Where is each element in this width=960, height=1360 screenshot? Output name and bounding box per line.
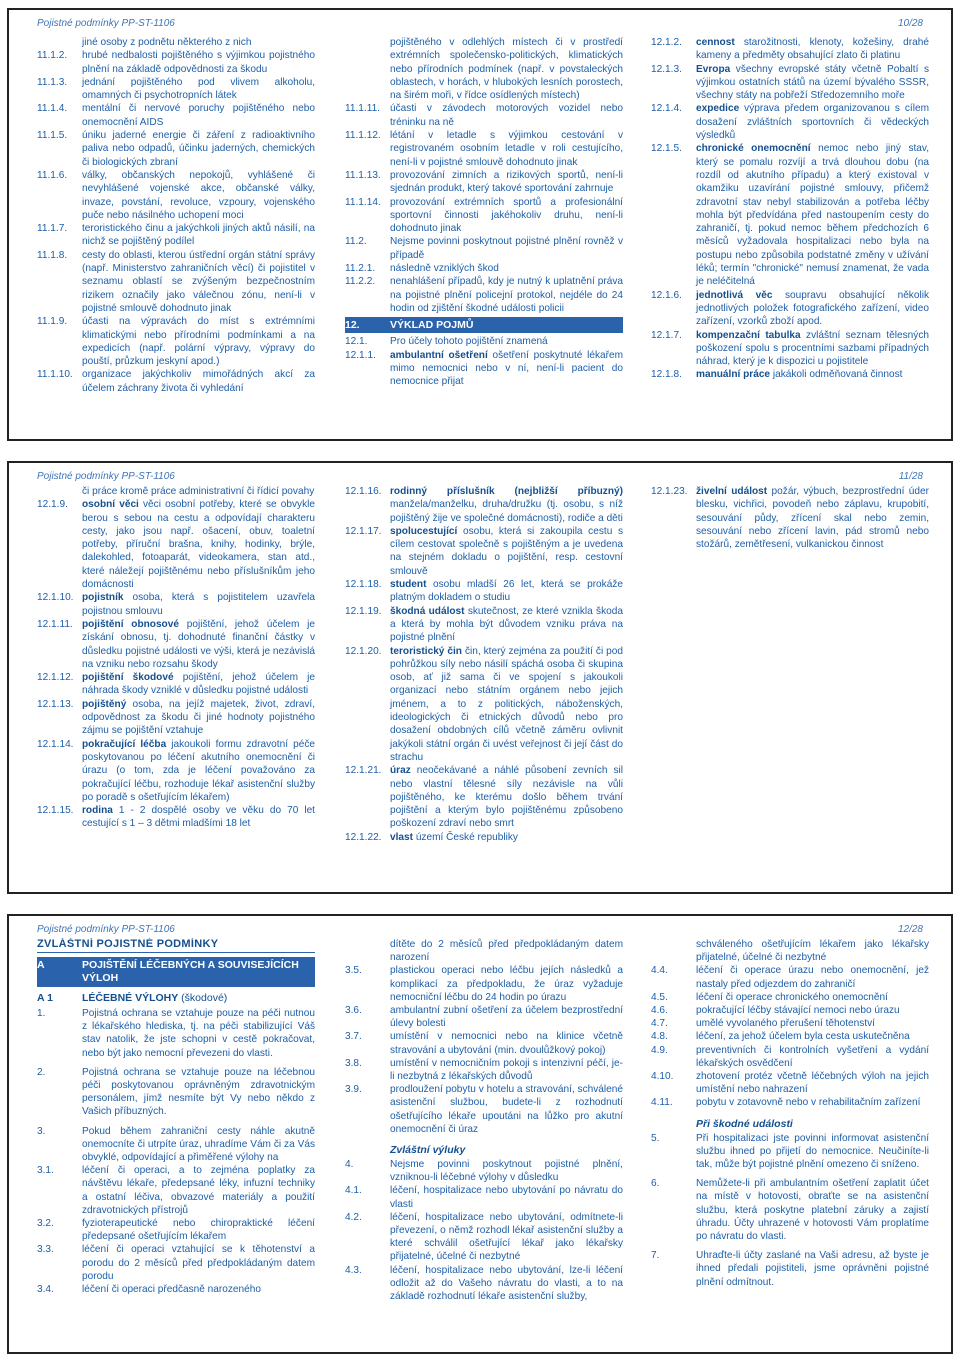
column-3 xyxy=(651,485,929,886)
defined-term: chronické onemocnění xyxy=(696,143,811,155)
defined-term: spolucestující xyxy=(390,525,458,537)
column-2 xyxy=(345,938,623,1346)
clause-text: zhotovení protéz včetně léčebných výloh na jejich umístění nebo nahrazení xyxy=(696,1071,929,1096)
clause-text: léčení či operaci, a to zejména poplatky za návštěvu lékaře, předepsané léky, infuzní techniky a ostatní léčiva, obvazové materiály a použití zdravotnických přístrojů xyxy=(82,1165,315,1216)
clause xyxy=(651,102,929,142)
clause-text: požár, výbuch, bezprostřední úder blesku, vichřici, povodeň nebo záplavu, krupobití, sesouvání půdy, zřícení skal nebo zemin, sesouvání nebo zřícení lavin, pád stromů nebo stožárů, zemětřesení, vulkanickou činnost xyxy=(696,486,929,551)
page-12 xyxy=(7,914,953,1354)
clause xyxy=(651,1030,929,1043)
clause-text: Uhraďte-li účty zaslané na Vaši adresu, až byste je ihned předali pojistiteli, jsme oprávněni pojistné plnění odmítnout. xyxy=(696,1250,929,1288)
defined-term: škodná událost xyxy=(390,605,465,617)
clause-number: 11.2.1. xyxy=(345,263,376,275)
defined-term: pojistník xyxy=(82,592,124,604)
claim-event-subheading: Při škodné události xyxy=(696,1117,793,1130)
defined-term: pojištění škodové xyxy=(82,672,174,684)
column-2 xyxy=(345,36,623,433)
clause-number: 2. xyxy=(37,1066,46,1078)
clause-number: 12.1.6. xyxy=(651,289,682,301)
subsection-a1-heading xyxy=(37,992,315,1005)
clause-text: území České republiky xyxy=(413,831,518,843)
clause-text: všechny evropské státy včetně Pobaltí s výjimkou ostatních států na území bývalého SSSR, všechny státy na pobřeží Středozemního moře xyxy=(696,63,929,102)
clause-number: 5. xyxy=(651,1132,660,1144)
clause-text: umístění v nemocnici nebo na klinice včetně stravování a ubytování (min. dvoulůžkový pokoj) xyxy=(390,1031,623,1056)
clause xyxy=(651,1017,929,1030)
clause-text: manžela/manželku, druha/družku (tj. osobu, s níž pojištěný žije ve společné domácnosti), rodiče a děti xyxy=(390,499,623,524)
clause-text: ambulantní zubní ošetření za účelem bezprostřední úlevy bolesti xyxy=(390,1005,623,1030)
clause-number: 12.1.18. xyxy=(345,579,382,591)
clause-number: 12.1.7. xyxy=(651,329,682,341)
clause-text: léčení, za jehož účelem byla cesta uskutečněna xyxy=(696,1031,910,1043)
clause xyxy=(345,938,623,964)
clause xyxy=(651,1132,929,1172)
defined-term: manuální práce xyxy=(696,369,771,381)
clause-text: úniku jaderné energie či záření z radioaktivního paliva nebo odpadů, účinku jaderných, chemických či biologických zbraní xyxy=(82,130,315,168)
clause-text: plastickou operaci nebo léčbu jejích následků a komplikací za předpokladu, že úraz vyžaduje nemocniční léčbu do 24 hodin po úrazu xyxy=(390,965,623,1003)
doc-title: Pojistné podmínky PP-ST-1106 xyxy=(37,18,175,29)
clause xyxy=(345,275,623,315)
clause xyxy=(345,645,623,765)
clause-number: 3.8. xyxy=(345,1057,362,1069)
clause xyxy=(37,485,315,498)
clause xyxy=(345,1083,623,1136)
page-10 xyxy=(7,8,953,441)
clause-text: létání v letadle s výjimkou cestování v registrovaném osobním letadle v roli cestujícího, není-li v pojistné smlouvě dohodnuto jinak xyxy=(390,130,623,168)
clause-text: Nejsme povinni poskytnout pojistné plnění, vzniknou-li léčebné výlohy v důsledku xyxy=(390,1159,623,1184)
clause-text: schváleného ošetřujícím lékařem jako lékařsky přijatelné, účelné či nezbytné xyxy=(696,939,929,964)
clause-number: 7. xyxy=(651,1250,660,1262)
doc-title: Pojistné podmínky PP-ST-1106 xyxy=(37,924,175,935)
clause xyxy=(651,329,929,369)
section-number: 12. xyxy=(345,319,360,332)
clause xyxy=(345,1211,623,1264)
clause-number: 12.1.5. xyxy=(651,143,682,155)
clause xyxy=(37,315,315,368)
clause-number: 12.1.11. xyxy=(37,618,73,630)
clause-text: hrubé nedbalosti pojištěného s výjimkou pojistného plnění na základě odpovědnosti za škodu xyxy=(82,50,315,75)
clause-text: 1 - 2 dospělé osoby ve věku do 70 let cestující s 1 – 3 dětmi mladšími 18 let xyxy=(82,805,315,830)
defined-term: teroristický čin xyxy=(390,645,462,657)
clause-text: nemoc nebo jiný stav, který se pomalu rozvíjí a trvá dlouhou dobu (na rozdíl od akutního případu) a který existoval v okamžiku uzavírání pojistné smlouvy, přičemž zdravotní stav nebyl stabilizován a potřeba léčby mohla být předvídána před nastoupením cesty do zahraničí, tj. pokud nemoc během předchozích 6 měsíců vyžadovala hospitalizaci nebo byla na postupu nebo způsobila podstatné změny v užívání léků; termín "chronické" nemusí znamenat, že vada je neléčitelná xyxy=(696,143,929,288)
clause xyxy=(37,1164,315,1217)
clause-text: provozování extrémních sportů a profesionální sportovní činnosti jakéhokoliv druhu, není-li dohodnuto jinak xyxy=(390,196,623,235)
clause-text: léčení, hospitalizace nebo ubytování, odmítnete-li převezení, o němž rozhodl lékař asistenční služby a které schválil ošetřující lékař jako lékařsky přijatelné, účelné či nezbytné xyxy=(390,1211,623,1263)
clause-text: Pro účely tohoto pojištění znamená xyxy=(390,336,548,348)
clause xyxy=(651,289,929,329)
clause xyxy=(37,222,315,249)
clause-text: preventivních či kontrolních vyšetření a vydání lékařských osvědčení xyxy=(696,1044,929,1069)
section-title: VÝKLAD POJMŮ xyxy=(390,319,474,332)
clause xyxy=(345,335,623,348)
defined-term: úraz xyxy=(390,765,411,777)
subsection-number: A 1 xyxy=(37,992,53,1004)
clause-number: 11.1.11. xyxy=(345,103,380,115)
clause-text: výprava předem organizovanou s cílem dosažení zvláštních sportovních či vědeckých výsledků xyxy=(696,103,929,142)
clause xyxy=(37,1283,315,1296)
clause-number: 11.1.7. xyxy=(37,223,68,235)
clause-number: 12.1.22. xyxy=(345,831,382,843)
clause-text: účasti v závodech motorových vozidel nebo tréninku na ně xyxy=(390,103,623,128)
clause-number: 11.2.2. xyxy=(345,276,376,288)
clause xyxy=(345,235,623,262)
clause xyxy=(37,1217,315,1243)
clause xyxy=(345,129,623,169)
clause-text: umístění v nemocničním pokoji s intenzivní péčí, je-li nezbytná z lékařských důvodů xyxy=(390,1057,623,1083)
clause-number: 12.1.19. xyxy=(345,605,382,617)
section-12-heading xyxy=(345,317,623,333)
special-exclusions-subheading: Zvláštní výluky xyxy=(390,1144,466,1157)
clause-text: cesty do oblasti, kterou ústřední orgán státní správy (např. Ministerstvo zahraničních věcí) či pojistitel v seznamu oblastí se zvýšeným bezpečnostním rizikem označily jako válečnou zónu, není-li v pojistné smlouvě dohodnuto jinak xyxy=(82,249,315,314)
clause xyxy=(651,1177,929,1243)
clause-number: 11.1.4. xyxy=(37,103,68,115)
clause-number: 3.2. xyxy=(37,1218,54,1230)
clause-number: 3.6. xyxy=(345,1005,362,1017)
clause-text: čin, který zejména za použití či pod pohrůžkou síly nebo násilí spáchá osoba či skupina osob, ať již sama či ve spojení s jakoukoli organizací nebo státním orgánem nebo jejich jménem, a to z politických, náboženských, ideologických či etnických důvodů nebo pro dosažení obdobných cílů včetně záměru ovlivnit jakýkoli státní orgán či uvést veřejnost či její část do strachu xyxy=(390,645,623,763)
defined-term: Evropa xyxy=(696,63,731,75)
defined-term: pokračující léčba xyxy=(82,738,167,750)
clause-number: 12.1.8. xyxy=(651,369,682,381)
clause-text: jiné osoby z podnětu některého z nich xyxy=(82,37,252,48)
clause-text: léčení či operace chronického onemocnění xyxy=(696,991,888,1003)
clause-number: 4.8. xyxy=(651,1031,668,1043)
clause xyxy=(651,36,929,63)
running-head xyxy=(37,18,923,32)
defined-term: jednotlivá věc xyxy=(696,289,773,301)
clause xyxy=(345,1158,623,1184)
clause-text: dítěte do 2 měsíců před předpokládaným datem narození xyxy=(390,939,623,964)
clause-number: 4.5. xyxy=(651,991,668,1003)
clause-text: léčení, hospitalizace nebo ubytování po návratu do vlasti xyxy=(390,1185,623,1210)
clause xyxy=(37,1125,315,1165)
clause xyxy=(345,605,623,645)
clause-number: 11.1.3. xyxy=(37,76,68,88)
clause xyxy=(651,1249,929,1289)
clause-text: věci osobní potřeby, které se obvykle berou s sebou na cestu a odpovídají charakteru cesty, jako jsou např. ošacení, obuv, toaletní potřeby, příruční brašna, knihy, hodinky, brýle, dalekohled, fotoaparát, videokamera, stan atd., které náležejí pojištěnému nebo příslušníkům jeho domácnosti xyxy=(82,499,315,591)
section-title: POJIŠTĚNÍ LÉČEBNÝCH A SOUVISEJÍCÍCH VÝLOH xyxy=(82,959,299,984)
clause-text: nenahlášení případů, kdy je nutný k uplatnění práva na pojistné plnění policejní protokol, nejdéle do 24 hodin od zjištění škodné události policii xyxy=(390,276,623,314)
clause-number: 12.1.9. xyxy=(37,499,68,511)
clause-number: 4.2. xyxy=(345,1211,362,1223)
column-3 xyxy=(651,938,929,1346)
clause-number: 12.1.23. xyxy=(651,486,688,497)
clause-text: starožitnosti, klenoty, kožešiny, drahé kameny a předměty obsahující zlato či platinu xyxy=(696,37,929,62)
clause-number: 4.4. xyxy=(651,965,668,977)
clause-text: účasti na výpravách do míst s extrémními klimatickými nebo přírodními podmínkami a na expedicích (např. polární výpravy, výpravy do pouští, průzkum jeskyní apod.) xyxy=(82,316,315,368)
clause-number: 12.1.4. xyxy=(651,103,682,115)
clause-text: osobu, která si zakoupila cestu s cílem cestovat společně s pojištěným a je uvedena na stejném dokladu o pojištění, resp. cestovní smlouvě xyxy=(390,525,623,577)
clause-number: 11.2. xyxy=(345,236,367,248)
clause-text: zvláštní seznam tělesných poškození spolu s procentními sazbami případných náhrad, který je k dispozici u pojistitele xyxy=(696,329,929,368)
defined-term: cennost xyxy=(696,37,735,48)
clause xyxy=(37,618,315,671)
clause-number: 3.1. xyxy=(37,1165,54,1177)
clause-text: léčení či operaci vztahující se k těhotenství a porodu do 2 měsíců před předpokládaným datem porodu xyxy=(82,1244,315,1282)
clause xyxy=(37,36,315,49)
clause xyxy=(345,262,623,275)
clause-number: 11.1.9. xyxy=(37,316,68,328)
clause xyxy=(37,1243,315,1283)
clause xyxy=(345,196,623,236)
clause xyxy=(37,1007,315,1060)
clause-number: 12.1.1. xyxy=(345,349,376,361)
clause xyxy=(651,1044,929,1070)
column-1 xyxy=(37,36,315,433)
clause xyxy=(651,1096,929,1109)
clause-number: 12.1.12. xyxy=(37,672,74,684)
clause-text: teroristického činu a jakýchkoli jiných aktů násilí, na nichž se pojištěný podílel xyxy=(82,223,315,248)
clause-number: 11.1.6. xyxy=(37,169,68,181)
defined-term: rodinný příslušník (nejbližší příbuzný) xyxy=(390,486,623,497)
special-conditions-heading: ZVLÁŠTNÍ POJISTNÉ PODMÍNKY xyxy=(37,938,315,953)
running-head xyxy=(37,471,923,485)
clause-number: 11.1.12. xyxy=(345,130,381,142)
clause-number: 12.1.16. xyxy=(345,486,382,497)
clause-number: 11.1.8. xyxy=(37,249,68,261)
page-11 xyxy=(7,461,953,894)
defined-term: expedice xyxy=(696,103,740,115)
clause-number: 11.1.2. xyxy=(37,50,68,62)
clause-text: pojištěného v odlehlých místech či v prostředí extrémních společensko-politických, klimatických nebo přírodních podmínek (např. v povstaleckých oblastech, v horách, v hlubokých lesních porostech, na širém moři, v řídce osídlených místech) xyxy=(390,37,623,102)
clause xyxy=(345,578,623,605)
clause xyxy=(37,591,315,618)
defined-term: student xyxy=(390,579,427,591)
clause-number: 12.1.3. xyxy=(651,63,682,75)
clause-text: či práce kromě práce administrativní či řídicí povahy xyxy=(82,486,315,497)
clause-number: 3.5. xyxy=(345,965,362,977)
clause-number: 4.11. xyxy=(651,1097,673,1109)
clause-number: 3.3. xyxy=(37,1244,54,1256)
clause xyxy=(651,964,929,990)
section-a-heading xyxy=(37,957,315,987)
clause-number: 12.1.15. xyxy=(37,805,74,817)
subsection-note: (škodové) xyxy=(178,992,228,1004)
clause xyxy=(37,76,315,103)
clause-number: 12.1.10. xyxy=(37,592,74,604)
defined-term: vlast xyxy=(390,831,414,843)
clause-number: 4.10. xyxy=(651,1071,674,1083)
column-1 xyxy=(37,485,315,886)
clause-number: 12.1.17. xyxy=(345,525,382,537)
clause-number: 4.7. xyxy=(651,1018,668,1030)
clause xyxy=(345,1264,623,1304)
clause-number: 12.1.14. xyxy=(37,738,74,750)
clause xyxy=(345,102,623,129)
clause-number: 4.6. xyxy=(651,1005,668,1017)
clause-number: 11.1.14. xyxy=(345,196,381,208)
clause xyxy=(345,169,623,196)
defined-term: ambulantní ošetření xyxy=(390,349,488,361)
defined-term: pojištěný xyxy=(82,698,127,710)
clause-text: prodloužení pobytu v hotelu a stravování, schválené asistenční službou, budete-li z rozhodnutí ošetřujícího lékaře upoutáni na lůžko pro akutní onemocnění či úraz xyxy=(390,1084,623,1135)
clause xyxy=(37,129,315,169)
clause xyxy=(37,671,315,698)
clause-number: 4.9. xyxy=(651,1044,668,1056)
clause xyxy=(37,498,315,591)
clause xyxy=(651,485,929,551)
clause-text: pokračující léčby stávající nemoci nebo úrazu xyxy=(696,1005,900,1017)
clause xyxy=(345,1004,623,1030)
clause-number: 12.1.13. xyxy=(37,698,74,710)
clause-text: mentální či nervové poruchy pojištěného nebo onemocnění AIDS xyxy=(82,103,315,128)
subsection-title: LÉČEBNÉ VÝLOHY xyxy=(82,992,179,1004)
page-number: 10/28 xyxy=(897,18,923,29)
clause-text: ošetření poskytnuté lékařem mimo nemocnici nebo v ní, není-li pacient do nemocnice přijat xyxy=(390,349,623,388)
clause-text: provozování zimních a rizikových sportů, není-li sjednán produkt, který takové sportování zahrnuje xyxy=(390,169,623,195)
clause-number: 4.1. xyxy=(345,1185,362,1197)
clause xyxy=(651,1004,929,1017)
clause xyxy=(345,349,623,389)
clause xyxy=(651,938,929,964)
clause xyxy=(37,169,315,222)
clause xyxy=(37,102,315,129)
clause-text: léčení či operaci předčasně narozeného xyxy=(82,1284,262,1296)
clause xyxy=(37,738,315,804)
clause-text: neočekávané a náhlé působení zevních sil nebo vlastní tělesné síly nezávisle na vůli pojištěného, ke kterému došlo během trvání pojištění a kterým bylo pojištěnému způsobeno poškození zdraví nebo smrt xyxy=(390,765,623,830)
clause xyxy=(651,63,929,103)
clause xyxy=(37,698,315,738)
column-1 xyxy=(37,938,315,1346)
clause-text: osobu mladší 26 let, která se prokáže platným dokladem o studiu xyxy=(390,579,623,604)
clause-text: skutečnost, ze které vznikla škoda a která by mohla být důvodem vzniku práva na pojistné plnění xyxy=(390,605,623,644)
running-head xyxy=(37,924,923,938)
clause-text: Při hospitalizaci jste povinni informovat asistenční službu ihned po přijetí do nemocnice. Neučiníte-li tak, může být pojistné plnění omezeno či sníženo. xyxy=(696,1132,929,1171)
clause xyxy=(651,1070,929,1096)
clause xyxy=(37,49,315,76)
clause-text: Pokud během zahraniční cesty náhle akutně onemocníte či utrpíte úraz, uhradíme Vám či za Vás obvyklé, odpovídající a přiměřené výlohy na xyxy=(82,1125,315,1164)
defined-term: kompenzační tabulka xyxy=(696,329,801,341)
clause xyxy=(345,764,623,830)
clause-number: 11.1.13. xyxy=(345,169,381,181)
clause-text: fyzioterapeutické nebo chiropraktické léčení předepsané ošetřujícím lékařem xyxy=(82,1218,315,1243)
clause xyxy=(345,36,623,102)
clause-text: Nemůžete-li při ambulantním ošetření zaplatit účet na místě v hotovosti, obraťte se na asistenční službu, která poskytne platební záruky a zajistí úhradu. Účty uhrazené v hotovosti Vám proplatíme po návratu do vlasti. xyxy=(696,1178,929,1243)
clause-text: následně vzniklých škod xyxy=(390,263,499,275)
doc-title: Pojistné podmínky PP-ST-1106 xyxy=(37,471,175,482)
clause-number: 3.9. xyxy=(345,1084,362,1096)
clause-text: pojištění, jehož účelem je náhrada škody vzniklé v důsledku pojistné události xyxy=(82,672,315,697)
clause-number: 3. xyxy=(37,1125,46,1137)
clause xyxy=(345,525,623,578)
clause-number: 3.4. xyxy=(37,1284,54,1296)
clause-number: 12.1.21. xyxy=(345,765,382,777)
section-letter: A xyxy=(37,959,45,971)
clause-text: osoba, na jejíž majetek, život, zdraví, odpovědnost za škodu či jiné hodnoty pojistného zájmu se pojištění vztahuje xyxy=(82,698,315,737)
clause-text: léčení či operace úrazu nebo onemocnění, jež nastaly před odjezdem do zahraničí xyxy=(696,965,929,990)
page-number: 12/28 xyxy=(897,924,923,935)
clause-text: osoba, která s pojistitelem uzavřela pojistnou smlouvu xyxy=(82,592,315,617)
page-number: 11/28 xyxy=(898,471,923,482)
clause xyxy=(37,804,315,831)
defined-term: pojištění obnosové xyxy=(82,618,179,630)
clause-text: jednání pojištěného pod vlivem alkoholu, omamných či psychotropních látek xyxy=(82,76,315,102)
clause-text: Pojistná ochrana se vztahuje pouze na léčebnou péči poskytovanou oprávněným zdravotnickým personálem, jímž nesmíte být Vy nebo někdo z Vašich příbuzných. xyxy=(82,1066,315,1118)
defined-term: živelní událost xyxy=(696,486,768,497)
clause-text: války, občanských nepokojů, vyhlášené či nevyhlášené vojenské akce, občanské války, invaze, povstání, revoluce, vzpoury, vojenského puče nebo násilného uchopení moci xyxy=(82,169,315,221)
clause-number: 4.3. xyxy=(345,1264,362,1276)
column-3 xyxy=(651,36,929,433)
clause-number: 1. xyxy=(37,1008,46,1019)
clause-text: jakákoli odměňovaná činnost xyxy=(770,369,903,381)
clause xyxy=(345,831,623,844)
clause-text: pobytu v zotavovně nebo v rehabilitačním zařízení xyxy=(696,1097,921,1109)
clause xyxy=(37,368,315,395)
clause-number: 12.1. xyxy=(345,336,368,348)
clause xyxy=(651,991,929,1004)
clause xyxy=(651,142,929,288)
clause-text: organizace jakýchkoliv mimořádných akcí za účelem záchrany života či vyhledání xyxy=(82,369,315,394)
clause-text: umělé vyvolaného přerušení těhotenství xyxy=(696,1018,875,1030)
clause xyxy=(345,485,623,525)
clause xyxy=(651,368,929,381)
column-2 xyxy=(345,485,623,886)
clause-text: léčení, hospitalizace nebo ubytování, lze-li léčení odložit až do Vašeho návratu do vlasti, a to na základě rozhodnutí lékaře asistenční služby, xyxy=(390,1264,623,1303)
clause-number: 6. xyxy=(651,1178,660,1190)
clause-text: pojištění, jehož účelem je získání obnosu, tj. dohodnuté finanční částky v důsledku pojistné události ve výši, která je nezávislá na vzniku nebo rozsahu škody xyxy=(82,618,315,670)
clause-text: Pojistná ochrana se vztahuje pouze na péči nutnou z lékařského hlediska, tj. na péči stabilizující Váš stav natolik, že jste schopni v cestě pokračovat, nebo být jako nemocní převezeni do vlasti. xyxy=(82,1008,315,1059)
clause-text: Nejsme povinni poskytnout pojistné plnění rovněž v případě xyxy=(390,236,623,261)
clause-text: jakoukoli formu zdravotní péče poskytovanou po léčení akutního onemocnění či úrazu (o tom, zda je léčení považováno za pokračující léčbu, rozhoduje lékař asistenční služby po poradě s ošetřujícím lékařem) xyxy=(82,738,315,803)
clause-number: 12.1.20. xyxy=(345,645,382,657)
clause-number: 12.1.2. xyxy=(651,37,682,48)
clause xyxy=(37,249,315,315)
clause xyxy=(345,1030,623,1056)
defined-term: osobní věci xyxy=(82,499,139,511)
clause-number: 11.1.5. xyxy=(37,130,68,142)
clause xyxy=(345,1057,623,1083)
clause-number: 3.7. xyxy=(345,1031,362,1043)
clause-text: soupravu obsahující několik jednotlivých položek fotografického zařízení, video zařízení, vzorků zboží apod. xyxy=(696,289,929,328)
defined-term: rodina xyxy=(82,805,113,817)
clause xyxy=(345,964,623,1004)
clause xyxy=(345,1184,623,1210)
clause-number: 4. xyxy=(345,1159,354,1171)
clause-number: 11.1.10. xyxy=(37,369,73,381)
clause xyxy=(37,1066,315,1119)
